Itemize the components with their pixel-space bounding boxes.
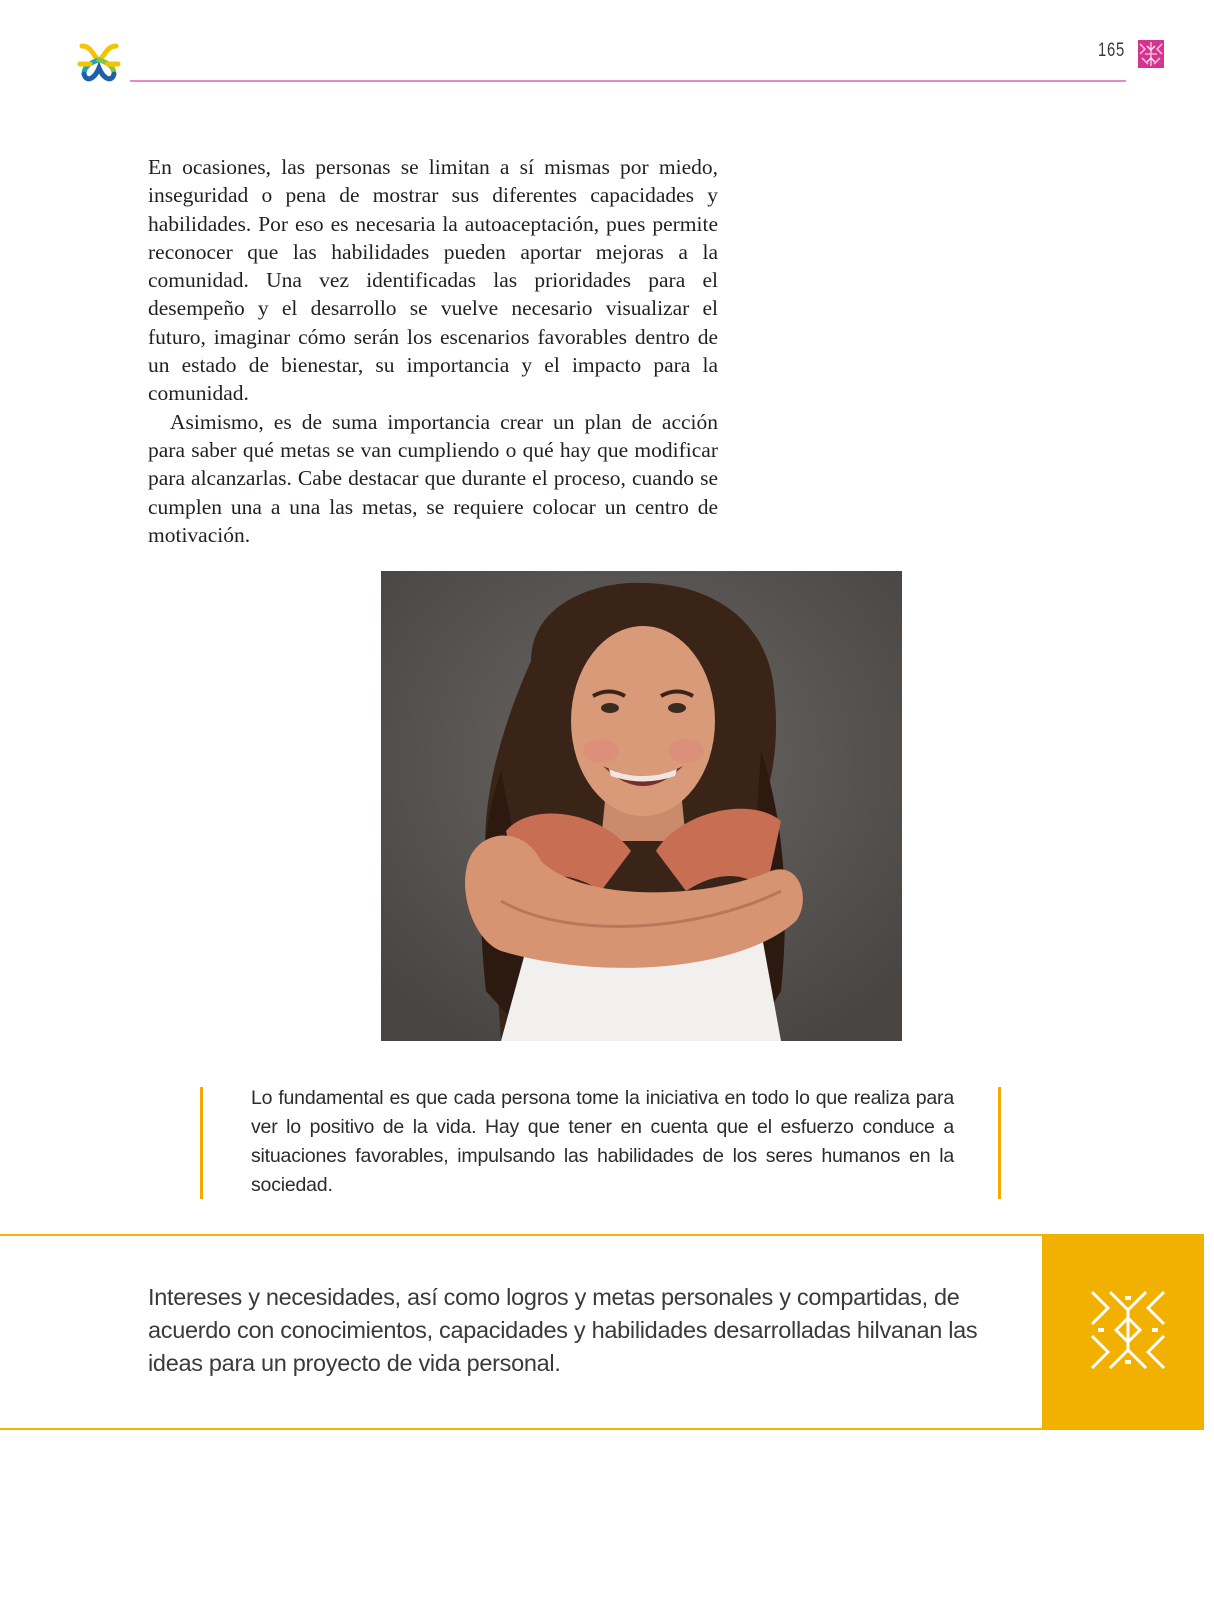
box-bottom-rule [0,1428,1042,1430]
quote-bar-right [998,1087,1001,1199]
body-paragraph-2: Asimismo, es de suma importancia crear un plan de acción para saber qué metas se van cumpliendo o qué hay que modificar para alcanzarlas. Cabe destacar que durante el proceso, cuando se cumplen una a una las metas, se requiere colocar un centro de motivación. [148,409,718,547]
body-paragraph-1: En ocasiones, las personas se limitan a sí mismas por miedo, inseguridad o pena de mostrar sus diferentes capacidades y habilidades. Por eso es necesaria la autoaceptación, pues permite reconocer que las habilidades pueden aportar mejoras a la comunidad. Una vez identificadas las prioridades para el desempeño y el desarrollo se vuelve necesario visualizar el futuro, imaginar cómo serán los escenarios favorables dentro de un estado de bienestar, su importancia y el impacto para la comunidad. [148,155,718,406]
page-number: 165 [1098,40,1126,61]
girl-hugging-herself-photo [381,571,902,1041]
header-rule [130,80,1126,82]
quote-bar-left [200,1087,203,1199]
highlight-box-text: Intereses y necesidades, así como logros y metas personales y compartidas, de acuerdo con conocimientos, capacidades y habilidades desarrolladas hilvanan las ideas para un proyecto de vida personal. [148,1284,978,1376]
body-text [148,153,718,549]
magenta-pattern-icon [1138,40,1164,68]
white-textile-motif-icon [1090,1290,1166,1370]
quote-text: Lo fundamental es que cada persona tome la iniciativa en todo lo que realiza para ver lo positivo de la vida. Hay que tener en cuenta que el esfuerzo conduce a situaciones favorables, impulsando las habilidades de los seres humanos en la sociedad. [251,1087,954,1196]
colorful-knot-logo-icon [74,38,124,88]
box-top-rule [0,1234,1042,1236]
